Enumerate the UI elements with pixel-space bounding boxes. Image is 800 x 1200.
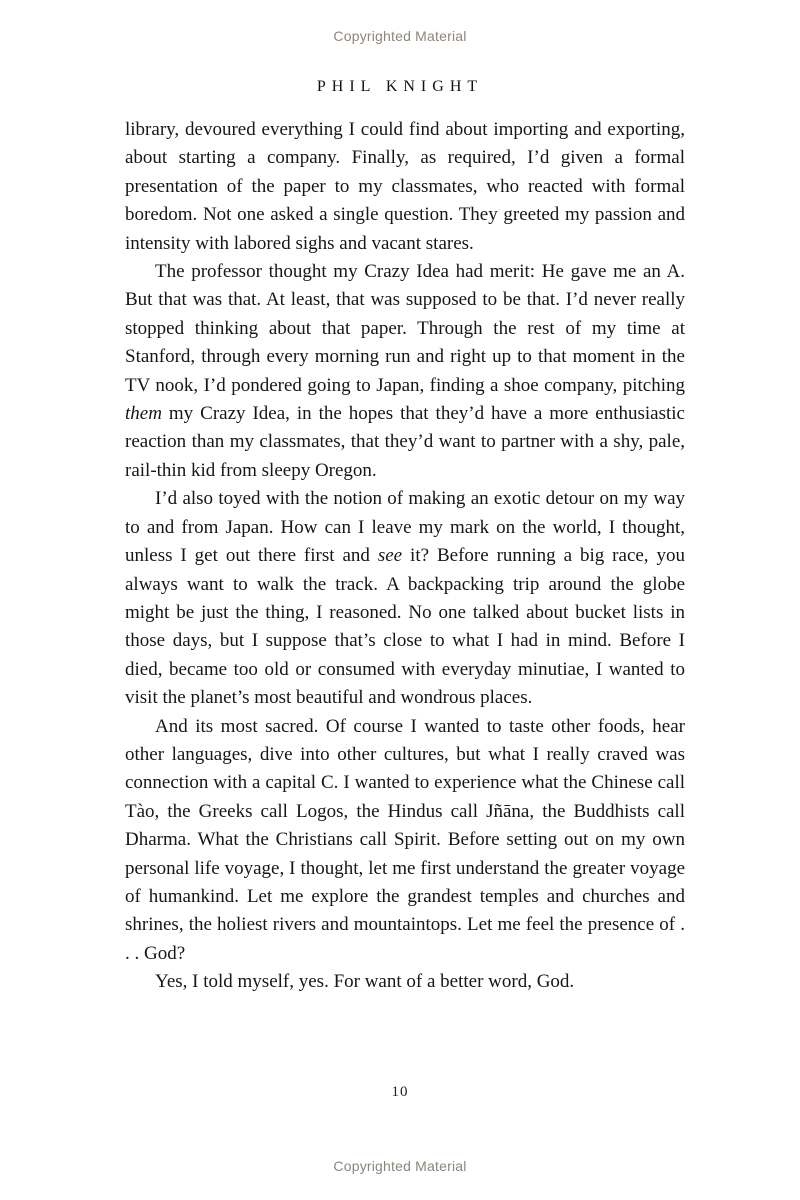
body-paragraph (125, 485, 685, 712)
body-paragraph (125, 116, 685, 258)
text-segment: my Crazy Idea, in the hopes that they’d have a more enthusiastic reaction than my classmates, that they’d want to partner with a shy, pale, rail-thin kid from sleepy Oregon. (125, 403, 685, 481)
text-segment: The professor thought my Crazy Idea had merit: He gave me an A. But that was that. At least, that was supposed to be that. I’d never really stopped thinking about that paper. Through the rest of my time at Stanford, through every morning run and right up to that moment in the TV nook, I’d pondered going to Japan, finding a shoe company, pitching (125, 261, 685, 396)
body-paragraph (125, 713, 685, 969)
italic-text: them (125, 403, 162, 425)
text-segment: I’d also toyed with the notion of making an exotic detour on my way to and from Japan. How can I leave my mark on the world, I thought, unless I get out there first and (125, 488, 685, 567)
text-segment: it? Before running a big race, you always want to walk the track. A backpacking trip around the globe might be just the thing, I reasoned. No one talked about bucket lists in those days, but I suppose that’s close to what I had in mind. Before I died, became too old or consumed with everyday minutiae, I wanted to visit the planet’s most beautiful and wondrous places. (125, 545, 685, 709)
page-number: 10 (391, 1084, 409, 1100)
copyright-notice-top: Copyrighted Material (333, 28, 467, 44)
body-paragraph (125, 258, 685, 485)
body-text (125, 116, 685, 997)
text-segment: Yes, I told myself, yes. For want of a better word, God. (155, 971, 575, 993)
text-segment: library, devoured everything I could find about importing and exporting, about starting a company. Finally, as required, I’d given a formal presentation of the paper to my classmates, who reacted with formal boredom. Not one asked a single question. They greeted my passion and intensity with labored sighs and vacant stares. (125, 119, 685, 254)
text-segment: And its most sacred. Of course I wanted to taste other foods, hear other languages, dive into other cultures, but what I really craved was connection with a capital C. I wanted to experience what the Chinese call Tào, the Greeks call Logos, the Hindus call Jñāna, the Buddhists call Dharma. What the Christians call Spirit. Before setting out on my own personal life voyage, I thought, let me first understand the greater voyage of humankind. Let me explore the grandest temples and churches and shrines, the holiest rivers and mountaintops. Let me feel the presence of . . . God? (125, 715, 685, 964)
italic-text: see (377, 545, 403, 567)
copyright-notice-bottom: Copyrighted Material (333, 1158, 467, 1174)
running-head: PHIL KNIGHT (316, 78, 484, 95)
body-paragraph (125, 968, 685, 996)
